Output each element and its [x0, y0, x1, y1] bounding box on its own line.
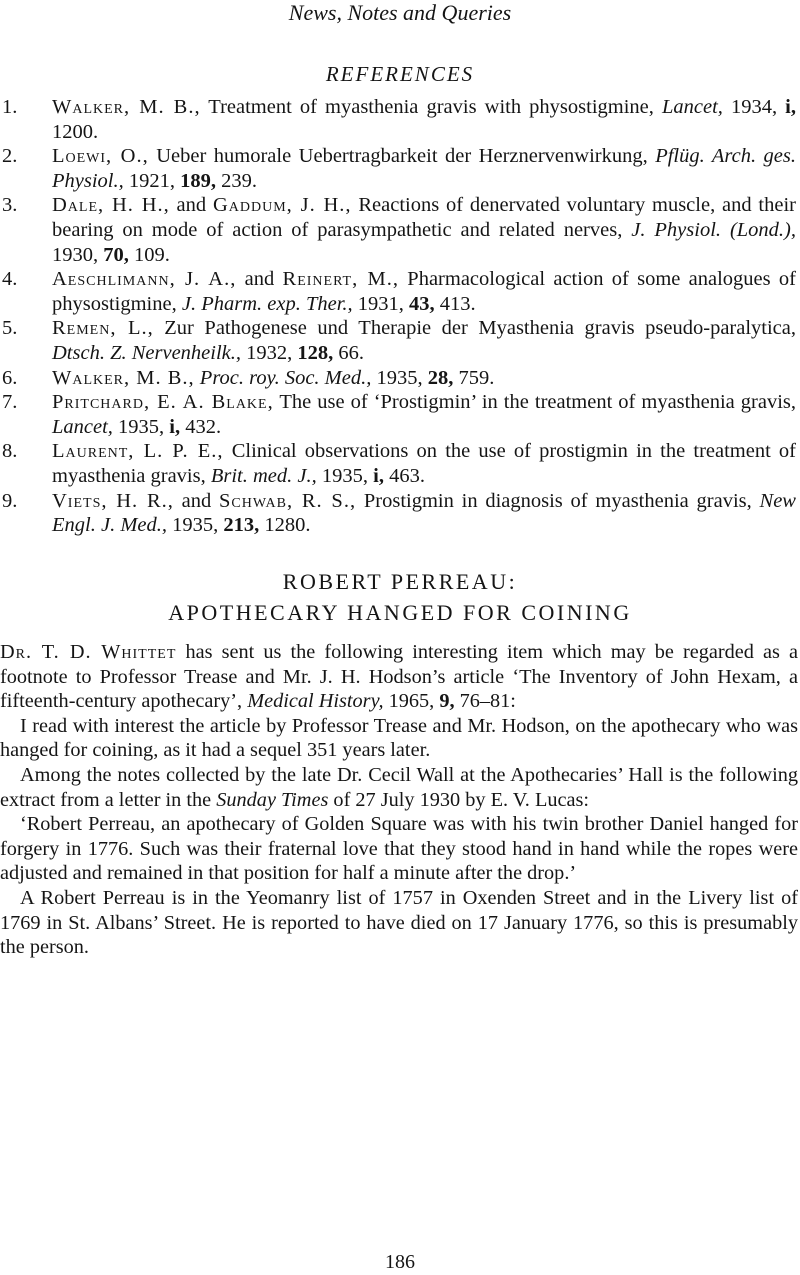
reference-year: 1935,: [316, 464, 374, 487]
reference-item: [0, 316, 800, 365]
reference-number: 2.: [2, 145, 18, 168]
article-title-line-1: ROBERT PERREAU:: [282, 569, 518, 594]
reference-text: and: [173, 489, 220, 512]
reference-volume: 43,: [409, 292, 435, 315]
reference-pages: 66.: [333, 341, 365, 364]
reference-number: 4.: [2, 268, 18, 291]
reference-volume: i,: [169, 415, 181, 438]
reference-item: [0, 439, 800, 488]
body-paragraph: [0, 763, 800, 812]
references-heading: REFERENCES: [325, 62, 475, 86]
reference-author: Walker, M. B.,: [52, 366, 195, 389]
body-text: Among the notes collected by the late Dr. Cecil Wall at the Apothecaries’ Hall is the following extract from a letter in the: [0, 763, 798, 811]
reference-journal: New Engl. J. Med.,: [52, 489, 796, 537]
reference-number: 5.: [2, 317, 18, 340]
body-paragraph: A Robert Perreau is in the Yeomanry list of 1757 in Oxenden Street and in the Livery list of 1769 in St. Albans’ Street. He is reported to have died on 17 January 1776, so this is presumably the person.: [0, 886, 798, 959]
reference-journal: Lancet,: [52, 415, 113, 438]
reference-volume: i,: [373, 464, 384, 487]
reference-item: [0, 144, 800, 193]
reference-pages: 1200.: [52, 120, 99, 143]
reference-item: [0, 193, 800, 267]
references-list: [0, 95, 800, 538]
reference-author-2: Schwab, R. S.,: [219, 489, 357, 512]
reference-author: Walker, M. B.,: [52, 96, 201, 118]
reference-volume: 128,: [297, 341, 334, 364]
article-title-line-2: APOTHECARY HANGED FOR COINING: [168, 600, 632, 625]
reference-author: Dale, H. H.,: [52, 194, 170, 217]
article-title: [0, 566, 800, 628]
reference-journal: Lancet,: [661, 96, 723, 118]
article-body: [0, 640, 800, 960]
intro-paragraph: [0, 640, 800, 714]
reference-author: Loewi, O.,: [52, 145, 149, 168]
reference-item: [0, 366, 800, 391]
reference-pages: 463.: [383, 464, 425, 487]
body-paragraph: I read with interest the article by Professor Trease and Mr. Hodson, on the apothecary who was hanged for coining, as it had a sequel 351 years later.: [0, 714, 798, 762]
newspaper-title: Sunday Times: [216, 788, 329, 811]
reference-number: 3.: [2, 194, 18, 217]
quoted-paragraph: ‘Robert Perreau, an apothecary of Golden Square was with his twin brother Daniel hanged for forgery in 1776. Such was their fraternal love that they stood hand in hand while the ropes were adjusted and remained in that position for half a minute after the drop.’: [0, 813, 798, 885]
reference-text: and: [236, 268, 283, 291]
reference-volume: 213,: [223, 514, 260, 537]
page-number: 186: [385, 1251, 415, 1273]
intro-text-1: has sent us the following interesting item which may be regarded as a footnote to Professor Trease and Mr. J. H. Hodson’s article ‘The Inventory of John Hexam, a fifteenth-century apothecary’,: [0, 641, 798, 713]
reference-author: Pritchard, E. A. Blake,: [52, 391, 274, 414]
intro-journal: Medical History,: [247, 690, 384, 713]
reference-year: 1921,: [123, 169, 181, 192]
reference-author: Aeschlimann, J. A.,: [52, 268, 237, 291]
reference-volume: i,: [785, 96, 796, 118]
reference-author-2: Gaddum, J. H.,: [212, 194, 352, 217]
reference-text-2: Reactions of denervated voluntary muscle, and their bearing on mode of action of parasympathetic and related nerves,: [52, 194, 796, 241]
reference-text: Zur Pathogenese und Therapie der Myasthenia gravis pseudo-paralytica,: [153, 317, 797, 340]
reference-item: [0, 489, 800, 538]
reference-number: 8.: [2, 440, 18, 463]
reference-author-2: Reinert, M.,: [282, 268, 400, 291]
reference-volume: 70,: [103, 243, 129, 266]
contributor-name: Dr. T. D. Whittet: [0, 641, 177, 663]
reference-text: and: [169, 194, 213, 217]
reference-pages: 239.: [216, 169, 257, 192]
reference-text: Ueber humorale Uebertragbarkeit der Herznervenwirkung,: [148, 145, 656, 168]
intro-year: 1965,: [383, 690, 440, 713]
reference-pages: 1280.: [259, 514, 311, 537]
reference-text: The use of ‘Prostigmin’ in the treatment of myasthenia gravis,: [273, 391, 796, 414]
reference-pages: 413.: [434, 292, 476, 315]
reference-journal: Proc. roy. Soc. Med.,: [199, 366, 372, 389]
reference-number: 6.: [2, 366, 18, 389]
intro-volume: 9,: [439, 690, 455, 713]
reference-year: 1931,: [352, 292, 410, 315]
reference-text: Clinical observations on the use of prostigmin in the treatment of myasthenia gravis,: [52, 440, 797, 487]
reference-author: Viets, H. R.,: [52, 489, 174, 512]
reference-year: 1934,: [722, 96, 786, 118]
reference-pages: 759.: [453, 366, 495, 389]
reference-volume: 189,: [180, 169, 216, 192]
reference-text-2: Prostigmin in diagnosis of myasthenia gravis,: [356, 489, 760, 512]
reference-year: 1932,: [241, 341, 298, 364]
reference-journal: Brit. med. J.,: [210, 464, 317, 487]
intro-pages: 76–81:: [454, 690, 516, 713]
body-text: of 27 July 1930 by E. V. Lucas:: [328, 788, 590, 811]
reference-journal: J. Physiol. (Lond.),: [631, 218, 796, 241]
reference-journal: Pflüg. Arch. ges. Physiol.,: [52, 145, 796, 192]
reference-number: 9.: [2, 489, 18, 512]
reference-journal: J. Pharm. exp. Ther.,: [181, 292, 353, 315]
reference-number: 1.: [2, 96, 18, 118]
reference-year: 1935,: [112, 415, 170, 438]
reference-number: 7.: [2, 391, 18, 414]
reference-item: [0, 390, 800, 439]
reference-year: 1935,: [371, 366, 428, 389]
running-head: News, Notes and Queries: [288, 0, 512, 25]
reference-text-2: Pharmacological action of some analogues of physostigmine,: [52, 268, 796, 315]
reference-item: [0, 267, 800, 316]
reference-year: 1935,: [167, 514, 224, 537]
reference-year: 1930,: [52, 243, 104, 266]
reference-author: Remen, L.,: [52, 317, 154, 340]
reference-pages: 432.: [180, 415, 222, 438]
reference-journal: Dtsch. Z. Nervenheilk.,: [52, 341, 242, 364]
reference-text: Treatment of myasthenia gravis with physostigmine,: [200, 96, 662, 118]
reference-pages: 109.: [128, 243, 170, 266]
reference-author: Laurent, L. P. E.,: [52, 440, 224, 463]
reference-item: [0, 95, 800, 144]
reference-volume: 28,: [427, 366, 454, 389]
